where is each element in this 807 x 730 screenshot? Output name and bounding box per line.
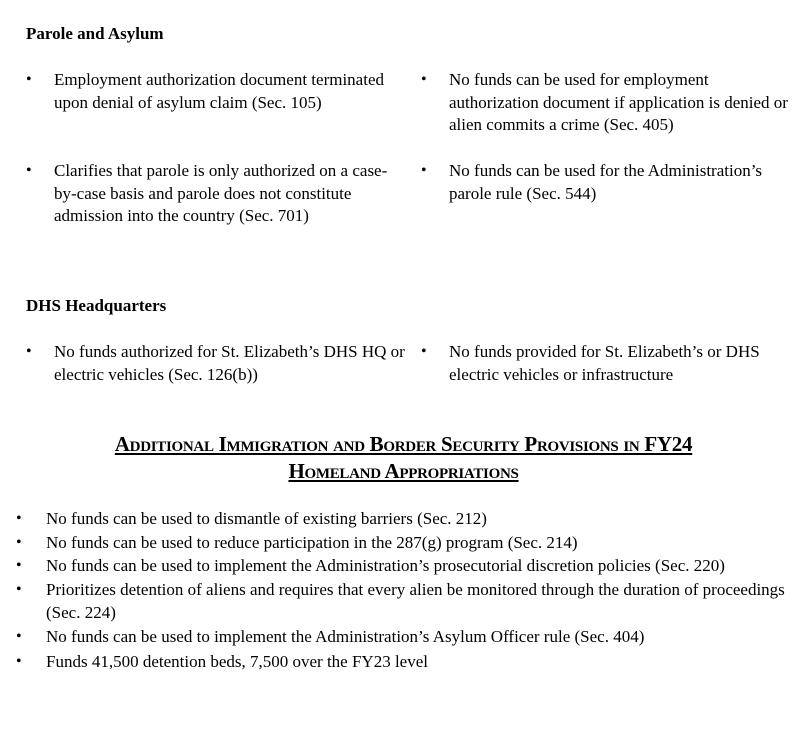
bullet-icon: • [16, 580, 22, 598]
list-item: • No funds can be used to reduce participation in the 287(g) program (Sec. 214) [16, 531, 796, 555]
bullet-icon: • [16, 510, 22, 527]
list-item: • No funds can be used to dismantle of existing barriers (Sec. 212) [16, 507, 796, 531]
additional-provisions-title: Additional Immigration and Border Security Provisions in FY24 [114, 432, 693, 456]
bullet-icon: • [16, 627, 22, 645]
list-item: • Prioritizes detention of aliens and requires that every alien be monitored through the duration of proceedings (Sec. 224) [16, 579, 785, 622]
bullet-icon: • [421, 71, 427, 88]
bullet-icon: • [421, 162, 427, 179]
section-heading-dhs-hq: DHS Headquarters [26, 296, 167, 315]
additional-provisions-list [16, 507, 796, 674]
additional-provisions-title-line2: Homeland Appropriations [288, 459, 519, 483]
bullet-icon: • [421, 343, 427, 360]
section-heading-parole-asylum: Parole and Asylum [26, 24, 164, 43]
bullet-icon: • [26, 343, 32, 360]
list-item: • No funds can be used to implement the Administration’s Asylum Officer rule (Sec. 404) [16, 625, 796, 649]
bullet-icon: • [26, 71, 32, 88]
list-item: • No funds can be used to implement the Administration’s prosecutorial discretion policies (Sec. 220) [16, 554, 796, 578]
bullet-icon: • [16, 653, 22, 670]
list-item: • Funds 41,500 detention beds, 7,500 over the FY23 level [16, 650, 796, 674]
bullet-icon: • [16, 533, 22, 551]
bullet-icon: • [26, 162, 32, 179]
bullet-icon: • [16, 557, 22, 574]
